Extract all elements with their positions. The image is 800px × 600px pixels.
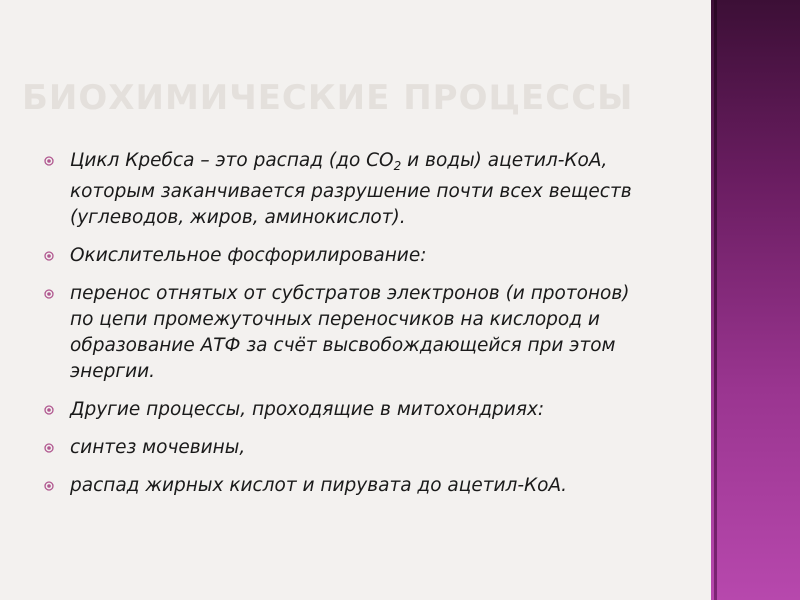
bullet-text-part: и воды) ацетил-КоА, которым заканчивается разрушение почти всех веществ (углеводов, жиров, аминокислот). <box>70 150 632 228</box>
circle-bullet-icon <box>44 251 54 261</box>
bullet-text-part: Цикл Кребса – это распад (до СО <box>70 150 394 171</box>
bullet-item-other-processes <box>44 397 644 423</box>
side-band-edge-line <box>714 0 717 600</box>
bullet-list <box>44 148 644 511</box>
subscript-two: 2 <box>393 159 402 173</box>
bullet-item-oxidative-phosphorylation <box>44 243 644 269</box>
bullet-item-krebs-cycle <box>44 148 644 231</box>
bullet-text: перенос отнятых от субстратов электронов (и протонов) по цепи промежуточных переносчиков на кислород и образование АТФ за счёт высвобождающейся при этом энергии. <box>70 283 630 382</box>
bullet-text: синтез мочевины, <box>70 437 246 458</box>
bullet-text: Окислительное фосфорилирование: <box>70 245 427 266</box>
circle-bullet-icon <box>44 443 54 453</box>
bullet-item-electron-transfer <box>44 281 644 385</box>
bullet-text: распад жирных кислот и пирувата до ацетил-КоА. <box>70 475 568 496</box>
circle-bullet-icon <box>44 481 54 491</box>
slide-title: БИОХИМИЧЕСКИЕ ПРОЦЕССЫ <box>22 78 634 118</box>
purple-side-band <box>711 0 800 600</box>
bullet-text: Другие процессы, проходящие в митохондриях: <box>70 399 545 420</box>
circle-bullet-icon <box>44 156 54 166</box>
circle-bullet-icon <box>44 405 54 415</box>
bullet-item-urea-synthesis <box>44 435 644 461</box>
bullet-item-fatty-acid-breakdown <box>44 473 644 499</box>
circle-bullet-icon <box>44 289 54 299</box>
